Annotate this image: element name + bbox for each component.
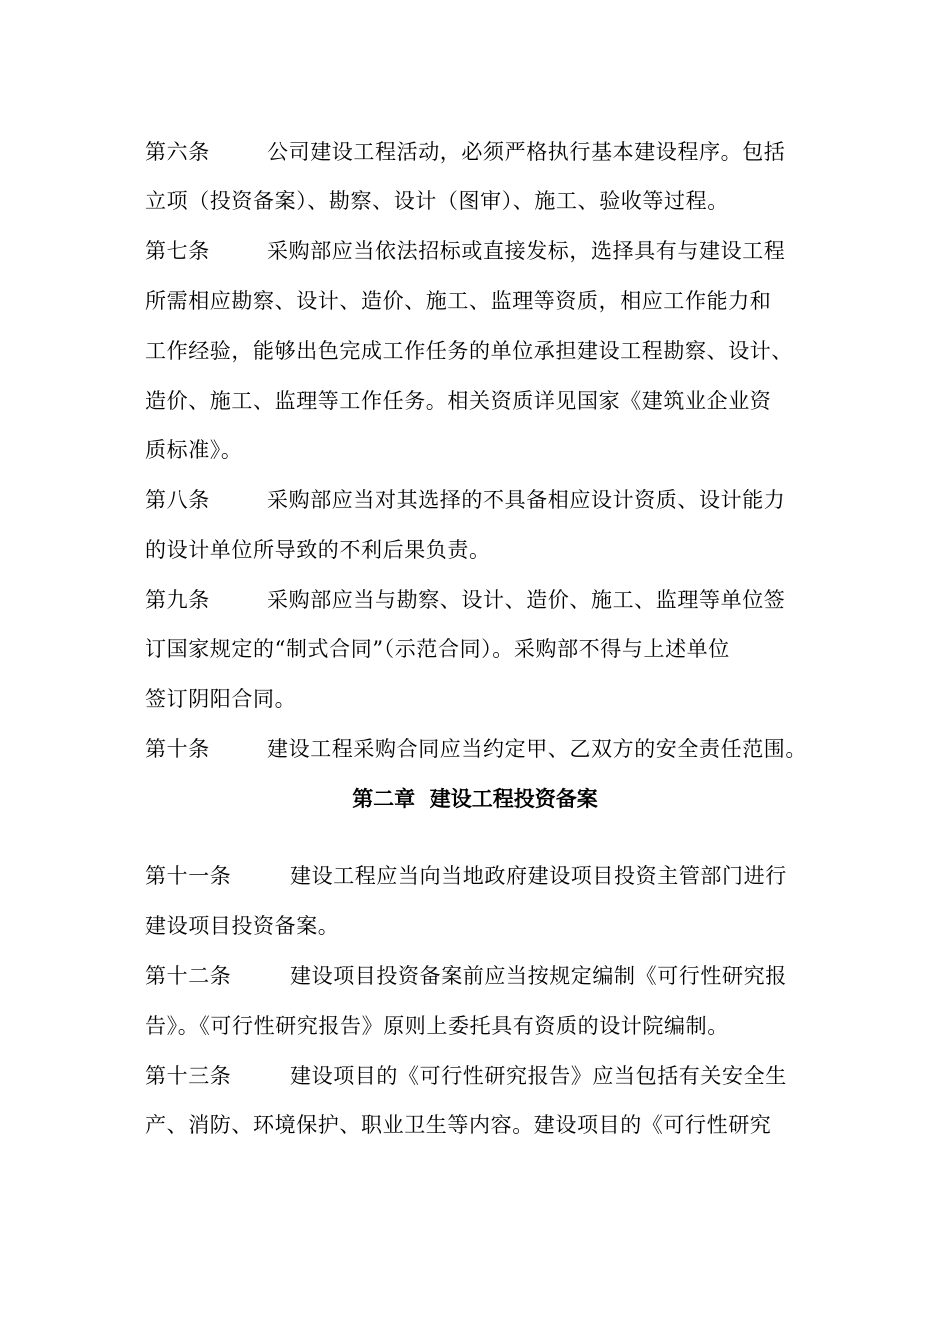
article-number: 第十二条 <box>145 964 232 988</box>
article-11-line-2: 建设项目投资备案。 <box>145 914 340 938</box>
article-9-line-1 <box>145 586 785 614</box>
article-text: 采购部应当依法招标或直接发标，选择具有与建设工程 <box>267 239 786 263</box>
article-number: 第十一条 <box>145 864 232 888</box>
article-7-line-2: 所需相应勘察、设计、造价、施工、监理等资质，相应工作能力和 <box>145 289 772 313</box>
article-11-line-1 <box>145 862 787 890</box>
article-10-line-1 <box>145 735 807 763</box>
article-6-line-1 <box>145 138 785 166</box>
article-6-line-2: 立项（投资备案）、勘察、设计（图审）、施工、验收等过程。 <box>145 189 729 213</box>
article-number: 第七条 <box>145 239 210 263</box>
article-13-line-1 <box>145 1062 787 1090</box>
article-7-line-3: 工作经验，能够出色完成工作任务的单位承担建设工程勘察、设计、 <box>145 339 793 363</box>
article-8-line-2: 的设计单位所导致的不利后果负责。 <box>145 538 491 562</box>
chapter-heading: 第二章 建设工程投资备案 <box>352 787 598 811</box>
article-text: 采购部应当对其选择的不具备相应设计资质、设计能力 <box>267 488 786 512</box>
article-number: 第六条 <box>145 140 210 164</box>
article-9-line-3: 签订阴阳合同。 <box>145 687 297 711</box>
article-12-line-2: 告》。《可行性研究报告》原则上委托具有资质的设计院编制。 <box>145 1014 729 1038</box>
article-7-line-1 <box>145 237 785 265</box>
article-8-line-1 <box>145 486 785 514</box>
article-text: 采购部应当与勘察、设计、造价、施工、监理等单位签 <box>267 588 786 612</box>
article-text: 建设工程采购合同应当约定甲、乙双方的安全责任范围。 <box>267 737 807 761</box>
article-number: 第十三条 <box>145 1064 232 1088</box>
article-text: 建设工程应当向当地政府建设项目投资主管部门进行 <box>290 864 787 888</box>
article-13-line-2: 产、消防、环境保护、职业卫生等内容。建设项目的《可行性研究 <box>145 1113 772 1137</box>
article-text: 公司建设工程活动，必须严格执行基本建设程序。包括 <box>267 140 786 164</box>
article-text: 建设项目的《可行性研究报告》应当包括有关安全生 <box>290 1064 787 1088</box>
article-12-line-1 <box>145 962 787 990</box>
article-7-line-5: 质标准》。 <box>145 438 243 462</box>
article-number: 第十条 <box>145 737 210 761</box>
article-number: 第八条 <box>145 488 210 512</box>
article-text: 建设项目投资备案前应当按规定编制《可行性研究报 <box>290 964 787 988</box>
article-7-line-4: 造价、施工、监理等工作任务。相关资质详见国家《建筑业企业资 <box>145 389 772 413</box>
article-9-line-2: 订国家规定的“制式合同”（示范合同）。采购部不得与上述单位 <box>145 637 730 661</box>
article-number: 第九条 <box>145 588 210 612</box>
